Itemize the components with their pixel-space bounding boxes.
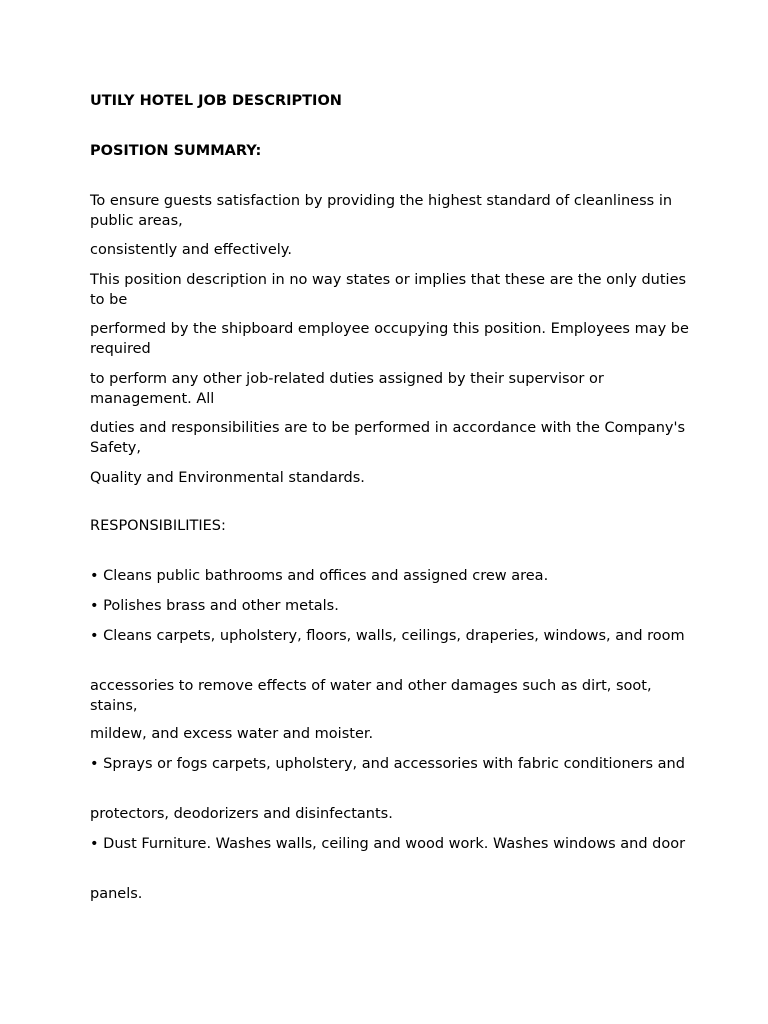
summary-paragraph: duties and responsibilities are to be performed in accordance with the Company's Safety,	[90, 420, 686, 456]
responsibility-line: • Dust Furniture. Washes walls, ceiling and wood work. Washes windows and door	[90, 836, 686, 852]
responsibility-line: • Polishes brass and other metals.	[90, 598, 339, 614]
responsibility-line: panels.	[90, 886, 143, 902]
responsibility-line: mildew, and excess water and moister.	[90, 726, 374, 742]
summary-paragraph: consistently and effectively.	[90, 242, 292, 258]
summary-paragraph: to perform any other job-related duties assigned by their supervisor or management. All	[90, 371, 604, 407]
summary-paragraph: This position description in no way states or implies that these are the only duties to be	[90, 272, 687, 308]
responsibility-line: • Cleans carpets, upholstery, floors, walls, ceilings, draperies, windows, and room	[90, 628, 685, 644]
summary-paragraph: To ensure guests satisfaction by providing the highest standard of cleanliness in public areas,	[90, 193, 673, 229]
summary-paragraph: performed by the shipboard employee occupying this position. Employees may be required	[90, 321, 689, 357]
document-title: UTILY HOTEL JOB DESCRIPTION	[90, 93, 342, 109]
responsibility-line: • Sprays or fogs carpets, upholstery, and accessories with fabric conditioners and	[90, 756, 685, 772]
document-page	[90, 0, 690, 1024]
summary-paragraph: Quality and Environmental standards.	[90, 470, 365, 486]
responsibilities-heading: RESPONSIBILITIES:	[90, 518, 226, 534]
position-summary-heading: POSITION SUMMARY:	[90, 143, 262, 159]
responsibility-line: accessories to remove effects of water and other damages such as dirt, soot, stains,	[90, 678, 652, 714]
responsibility-line: protectors, deodorizers and disinfectants.	[90, 806, 393, 822]
responsibility-line: • Cleans public bathrooms and offices and assigned crew area.	[90, 568, 549, 584]
